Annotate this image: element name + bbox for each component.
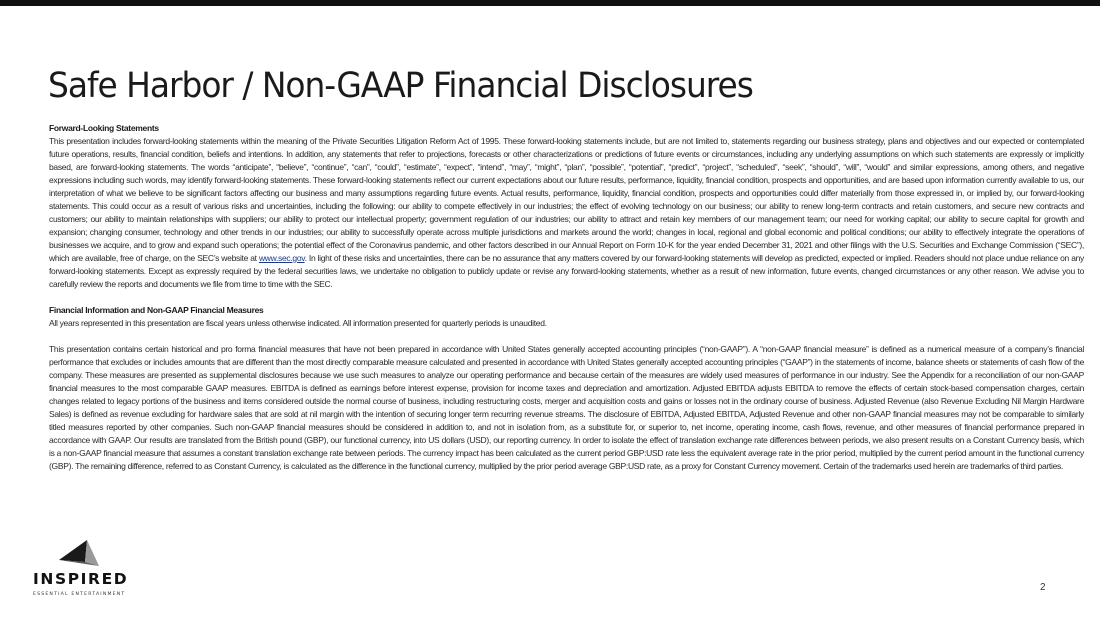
sec-website-link[interactable]: www.sec.gov — [258, 253, 305, 263]
forward-looking-paragraph — [49, 135, 1084, 291]
non-gaap-heading: Financial Information and Non-GAAP Financial Measures — [49, 305, 264, 315]
forward-looking-text-b: . In light of these risks and uncertainties, there can be no assurance that any matters covered by our forward-looking statements will develop as predicted, expected or implied. Readers should not place undue reliance on any forward-looking statements. Except as expressly required by the federal securities laws, we undertake no obligation to publicly update or revise any forward-looking statements, whether as a result of new information, future events, changed circumstances or any other reason. We advise you to carefully review the reports and documents we file from time to time with the SEC. — [49, 253, 1084, 289]
inspired-logo-mark-icon — [57, 538, 101, 568]
top-bar — [0, 0, 1100, 6]
logo-tagline: ESSENTIAL ENTERTAINMENT — [33, 592, 126, 597]
forward-looking-heading: Forward-Looking Statements — [49, 123, 159, 133]
non-gaap-intro: All years represented in this presentation are fiscal years unless otherwise indicated. All information presented for quarterly periods is unaudited. — [49, 318, 547, 328]
logo-wordmark: INSPIRED — [33, 570, 129, 588]
disclosure-body — [49, 122, 1084, 473]
forward-looking-text-a: This presentation includes forward-looking statements within the meaning of the Private Securities Litigation Reform Act of 1995. These forward-looking statements include, but are not limited to, statements regarding our business strategy, plans and objectives and our expected or contemplated future operations, results, financial condition, beliefs and intentions. In addition, any statements that refer to projections, forecasts or other characterizations or predictions of future events or circumstances, including any underlying assumptions on which such statements are expressly or implicitly based, are forward-looking statements. The words “anticipate”, “believe”, “continue”, “can”, “could”, “estimate”, “expect”, “intend”, “may”, “might”, “plan”, “possible”, “potential”, “predict”, “project”, “scheduled”, “seek”, “should”, “will”, “would” and similar expressions, among others, and negative expressions including such words, may identify forward-looking statements. These forward-looking statements reflect our current expectations about our future results, performance, liquidity, financial condition, prospects and opportunities, and are based upon information currently available to us, our interpretation of what we believe to be significant factors affecting our business and many assumptions regarding future events. Actual results, performance, liquidity, financial condition, prospects and opportunities could differ materially from those expressed in, or implied by, our forward-looking statements. This could occur as a result of various risks and uncertainties, including the following: our ability to compete effectively in our industries; the effect of evolving technology on our business; our ability to renew long-term contracts and retain customers, and secure new contracts and customers; our ability to maintain relationships with suppliers; our ability to protect our intellectual property; government regulation of our industries; our ability to attract and retain key members of our management team; our need for working capital; our ability to secure capital for growth and expansion; changing consumer, technology and other trends in our industries; our ability to successfully operate across multiple jurisdictions and markets around the world; changes in local, regional and global economic and political conditions; our ability to effectively integrate the operations of businesses we acquire, and to grow and expand such operations; the potential effect of the Coronavirus pandemic, and other factors described in our Annual Report on Form 10-K for the year ended December 31, 2021 and other filings with the U.S. Securities and Exchange Commission (“SEC”), which are available, free of charge, on the SEC’s website at — [49, 136, 1084, 263]
page-title: Safe Harbor / Non-GAAP Financial Disclosures — [48, 66, 753, 106]
page-number: 2 — [1040, 582, 1046, 593]
company-logo — [33, 538, 133, 600]
non-gaap-paragraph: This presentation contains certain historical and pro forma financial measures that have not been prepared in accordance with United States generally accepted accounting principles (“non-GAAP”). A “non-GAAP financial measure” is defined as a numerical measure of a company’s financial performance that excludes or includes amounts that are different than the most directly comparable measure calculated and presented in accordance with United States generally accepted accounting principles (“GAAP”) in the statements of income, balance sheets or statements of cash flow of the company. These measures are presented as supplemental disclosures because we use such measures to analyze our operating performance and because certain of the measures are widely used measures of performance in our industry. See the Appendix for a reconciliation of our non-GAAP financial measures to the most comparable GAAP measures. EBITDA is defined as earnings before interest expense, provision for income taxes and depreciation and amortization. Adjusted EBITDA adjusts EBITDA to remove the effects of certain stock-based compensation charges, certain changes related to legacy portions of the business and items considered outside the normal course of business, including restructuring costs, merger and acquisition costs and gains or losses not in the ordinary course of business. Adjusted Revenue (also Revenue Excluding Nil Margin Hardware Sales) is defined as revenue excluding for hardware sales that are sold at nil margin with the intention of securing longer term recurring revenue streams. The disclosure of EBITDA, Adjusted EBITDA, Adjusted Revenue and other non-GAAP financial measures may not be comparable to similarly titled measures reported by other companies. Such non-GAAP financial measures should be considered in addition to, and not in isolation from, as a substitute for, or superior to, net income, operating income, cash flows, revenue, and other measures of financial performance prepared in accordance with GAAP. Our results are translated from the British pound (GBP), our functional currency, into US dollars (USD), our reporting currency. In order to isolate the effect of translation exchange rate differences between periods, we also present results on a Constant Currency basis, which is a non-GAAP financial measure that assumes a constant translation exchange rate between periods. The currency impact has been calculated as the current period GBP:USD rate less the equivalent average rate in the prior period, multiplied by the current period amount in the functional currency (GBP). The remaining difference, referred to as Constant Currency, is calculated as the difference in the functional currency, multiplied by the prior period average GBP:USD rate, as a proxy for Constant Currency movement. Certain of the trademarks used herein are trademarks of third parties. — [49, 344, 1084, 471]
